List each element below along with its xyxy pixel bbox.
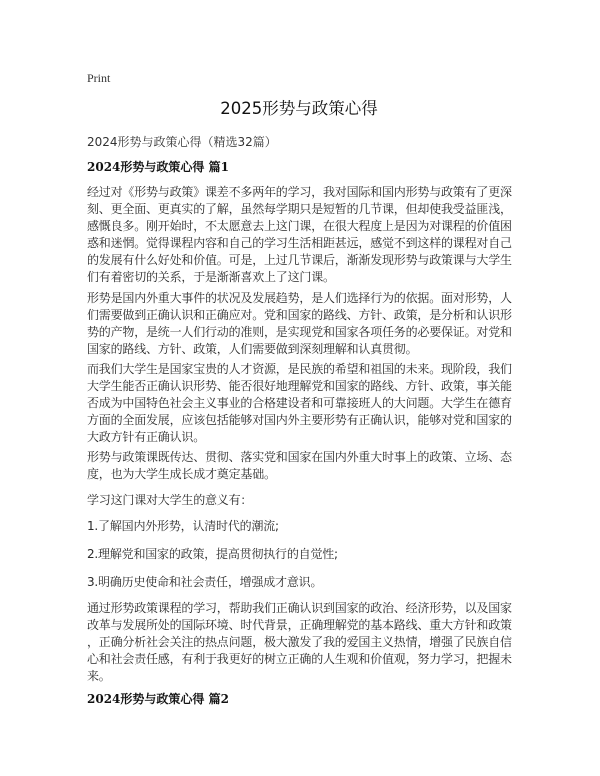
section-heading-1: 2024形势与政策心得 篇1: [87, 160, 229, 174]
section-heading-2: 2024形势与政策心得 篇2: [87, 692, 229, 706]
paragraph-line: 经过对《形势与政策》课差不多两年的学习，我对国际和国内形势与政策有了更深: [87, 185, 512, 199]
paragraph-line: 形势与政策课既传达、贯彻、落实党和国家在国内外重大时事上的政策、立场、态: [87, 450, 512, 464]
paragraph-line: 刻、更全面、更真实的了解，虽然每学期只是短暂的几节课，但却使我受益匪浅，: [87, 202, 512, 216]
paragraph-6: [87, 600, 513, 685]
paragraph-line: 来。: [87, 669, 111, 683]
paragraph-line: 方面的全面发展，应该包括能够对国内外主要形势有正确认识，能够对党和国家的: [87, 413, 512, 427]
paragraph-line: 通过形势政策课程的学习，帮助我们正确认识到国家的政治、经济形势，以及国家: [87, 601, 512, 615]
paragraph-2: [87, 290, 513, 358]
paragraph-line: 而我们大学生是国家宝贵的人才资源，是民族的希望和祖国的未来。现阶段，我们: [87, 362, 512, 376]
paragraph-line: 改革与发展所处的国际环境、时代背景，正确理解党的基本路线、重大方针和政策: [87, 618, 512, 632]
paragraph-line: 势的产物，是统一人们行动的准则，是实现党和国家各项任务的必要保证。对党和: [87, 325, 512, 339]
paragraph-1: [87, 184, 513, 286]
paragraph-line: 形势是国内外重大事件的状况及发展趋势，是人们选择行为的依据。面对形势，人: [87, 291, 512, 305]
paragraph-line: 大政方针有正确认识。: [87, 430, 206, 444]
document-title: 2025形势与政策心得: [220, 99, 378, 118]
paragraph-line: 否成为中国特色社会主义事业的合格建设者和可靠接班人的大问题。大学生在德育: [87, 396, 512, 410]
paragraph-line: 惑和迷惘。觉得课程内容和自己的学习生活相距甚远，感觉不到这样的课程对自己: [87, 236, 512, 250]
paragraph-line: 度，也为大学生成长成才奠定基础。: [87, 467, 276, 481]
paragraph-4: [87, 449, 513, 483]
paragraph-line: 的发展有什么好处和价值。可是，上过几节课后，渐渐发现形势与政策课与大学生: [87, 253, 512, 267]
paragraph-line: 国家的路线、方针、政策，人们需要做到深刻理解和认真贯彻。: [87, 342, 418, 356]
paragraph-line: 们有着密切的关系，于是渐渐喜欢上了这门课。: [87, 270, 335, 284]
list-item-2: 2.理解党和国家的政策，提高贯彻执行的自觉性;: [87, 547, 338, 561]
list-item-3: 3.明确历史使命和社会责任，增强成才意识。: [87, 575, 323, 589]
paragraph-5: 学习这门课对大学生的意义有：: [87, 493, 253, 507]
paragraph-line: 感慨良多。刚开始时，不太愿意去上这门课，在很大程度上是因为对课程的价值困: [87, 219, 512, 233]
document-subtitle: 2024形势与政策心得（精选32篇）: [87, 135, 277, 149]
paragraph-line: 心和社会责任感，有利于我更好的树立正确的人生观和价值观，努力学习，把握未: [87, 652, 512, 666]
list-item-1: 1.了解国内外形势，认清时代的潮流;: [87, 519, 279, 533]
paragraph-line: 们需要做到正确认识和正确应对。党和国家的路线、方针、政策，是分析和认识形: [87, 308, 512, 322]
paragraph-line: ，正确分析社会关注的热点问题，极大激发了我的爱国主义热情，增强了民族自信: [87, 635, 512, 649]
paragraph-3: [87, 361, 513, 446]
paragraph-line: 大学生能否正确认识形势、能否很好地理解党和国家的路线、方针、政策，事关能: [87, 379, 512, 393]
print-link[interactable]: Print: [87, 71, 111, 85]
